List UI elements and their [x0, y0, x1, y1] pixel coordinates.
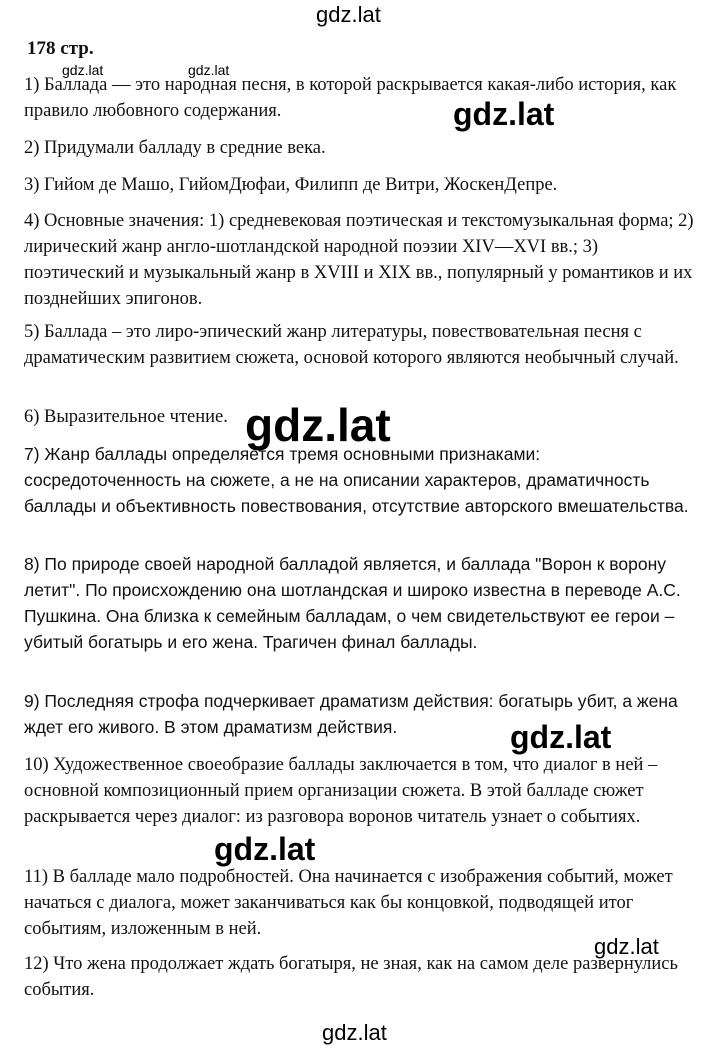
paragraph-11: 11) В балладе мало подробностей. Она начинается с изображения событий, может начаться с диалога, может заканчиваться как бы концовкой, подводящей итог событиям, изложенным в ней. — [24, 867, 673, 939]
watermark-large-3: gdz.lat — [214, 831, 316, 867]
paragraph-8: 8) По природе своей народной балладой является, и баллада "Ворон к ворону летит". По происхождению она шотландская и широко известна в переводе А.С. Пушкина. Она близка к семейным балладам, о чем свидетельствуют ее герои – убитый богатырь и его жена. Трагичен финал баллады. — [24, 554, 681, 652]
paragraph-10: 10) Художественное своеобразие баллады заключается в том, что диалог в ней – основной композиционный прием организации сюжета. В этой балладе сюжет раскрывается через диалог: из разговора воронов читатель узнает о событиях. — [24, 755, 658, 827]
watermark-large-2: gdz.lat — [510, 719, 612, 755]
watermark-center: gdz.lat — [245, 399, 391, 451]
paragraph-3: 3) Гийом де Машо, ГийомДюфаи, Филипп де Витри, ЖоскенДепре. — [24, 175, 558, 195]
paragraph-9: 9) Последняя строфа подчеркивает драматизм действия: богатырь убит, а жена ждет его живого. В этом драматизм действия. — [24, 691, 678, 737]
paragraph-5: 5) Баллада – это лиро-эпический жанр литературы, повествовательная песня с драматическим развитием сюжета, основой которого являются необычный случай. — [24, 322, 679, 368]
watermark-large-1: gdz.lat — [453, 96, 555, 132]
watermark-top: gdz.lat — [316, 2, 381, 27]
watermark-right: gdz.lat — [594, 934, 659, 959]
watermark-bottom: gdz.lat — [322, 1020, 387, 1045]
watermark-small-2: gdz.lat — [188, 62, 230, 78]
paragraph-12: 12) Что жена продолжает ждать богатыря, не зная, как на самом деле развернулись события. — [24, 954, 678, 1000]
paragraph-7: 7) Жанр баллады определяется тремя основными признаками: сосредоточенность на сюжете, а не на описании характеров, драматичность баллады и объективность повествования, отсутствие авторского вмешательства. — [24, 444, 689, 516]
paragraph-2: 2) Придумали балладу в средние века. — [24, 138, 326, 158]
watermark-small-1: gdz.lat — [62, 62, 104, 78]
paragraph-6: 6) Выразительное чтение. — [24, 407, 228, 427]
paragraph-1: 1) Баллада — это народная песня, в которой раскрывается какая-либо история, как правило любовного содержания. — [24, 75, 677, 121]
paragraph-4: 4) Основные значения: 1) средневековая поэтическая и текстомузыкальная форма; 2) лирический жанр англо-шотландской народной поэзии XIV—XVI вв.; 3) поэтический и музыкальный жанр в XVIII и XIX вв., популярный у романтиков и их позднейших эпигонов. — [24, 211, 694, 309]
page-title: 178 стр. — [27, 38, 94, 59]
